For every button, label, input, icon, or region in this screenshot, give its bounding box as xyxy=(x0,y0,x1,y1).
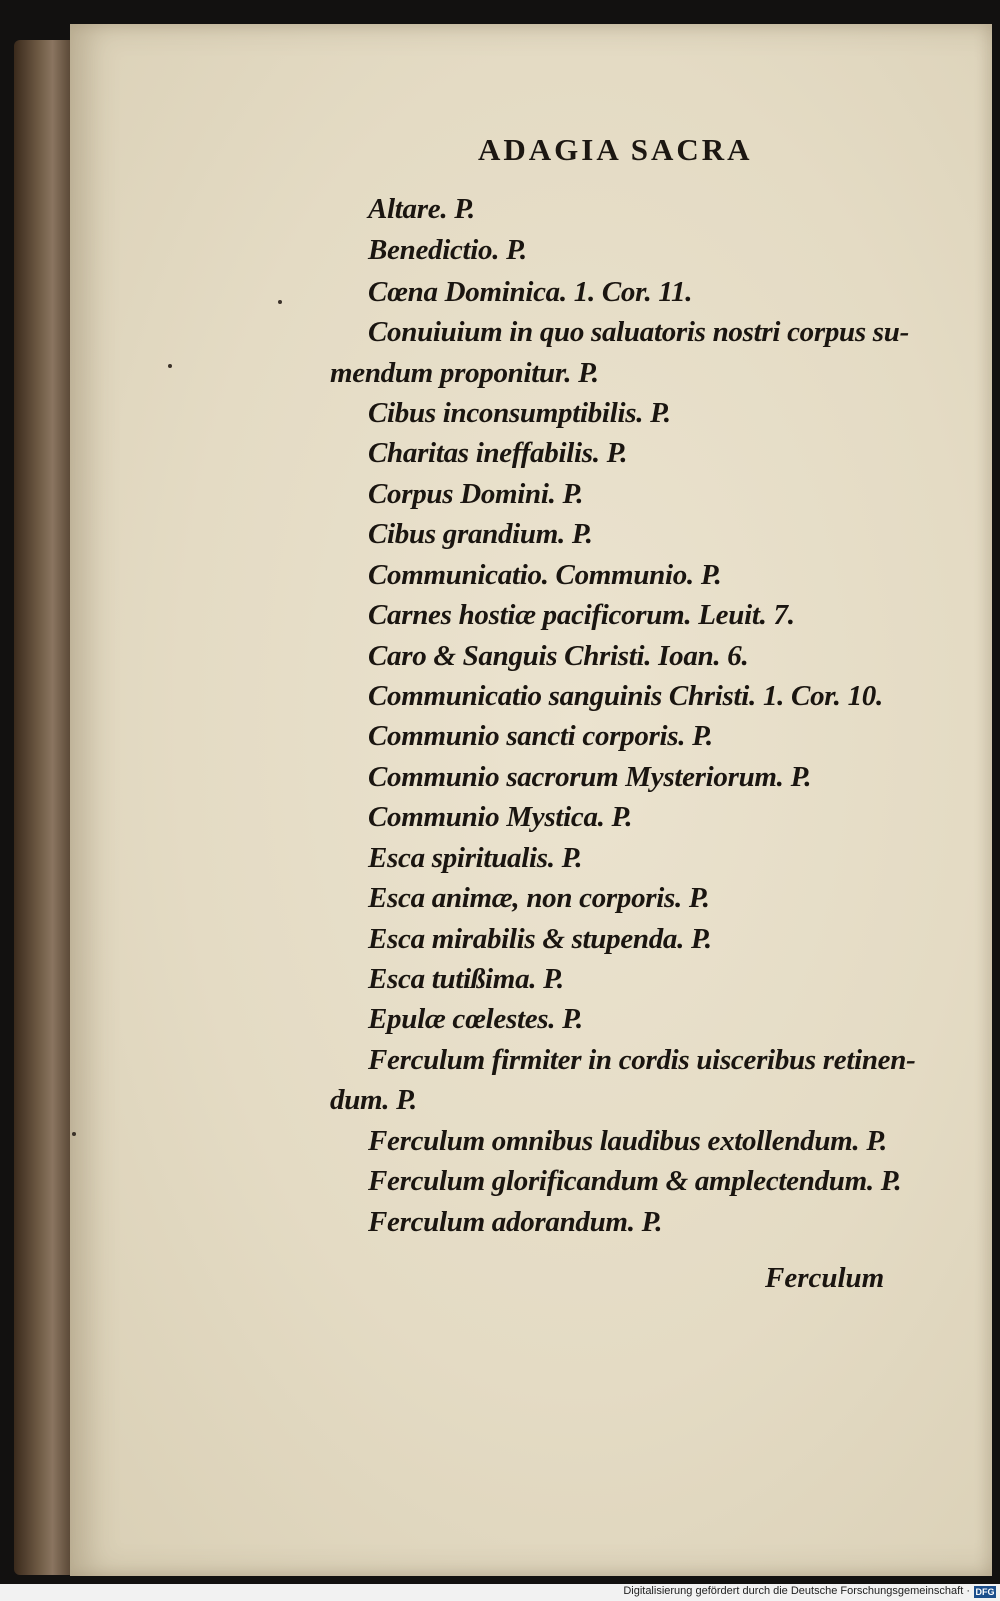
digitization-footer xyxy=(0,1584,1000,1601)
book-page xyxy=(70,24,992,1576)
catchword: Ferculum xyxy=(765,1262,885,1294)
entry-line: Conuiuium in quo saluatoris nostri corpus su- xyxy=(368,316,909,348)
entry-line: Cibus inconsumptibilis. P. xyxy=(368,397,671,429)
entry-line: Communicatio. Communio. P. xyxy=(368,559,722,591)
footer-credit: Digitalisierung gefördert durch die Deutsche Forschungsgemeinschaft · xyxy=(623,1585,970,1597)
entry-line: Communio sancti corporis. P. xyxy=(368,720,713,752)
entry-line: Epulæ cœlestes. P. xyxy=(368,1003,583,1035)
ink-speck xyxy=(168,364,172,368)
entry-line: Communicatio sanguinis Christi. 1. Cor. 10. xyxy=(368,680,883,712)
entry-line: Charitas ineffabilis. P. xyxy=(368,437,628,469)
entry-line: Esca mirabilis & stupenda. P. xyxy=(368,923,712,955)
ink-speck xyxy=(72,1132,76,1136)
entry-line: Esca animæ, non corporis. P. xyxy=(368,882,710,914)
entry-line: dum. P. xyxy=(330,1084,417,1116)
entry-line: mendum proponitur. P. xyxy=(330,357,599,389)
dfg-logo: DFG xyxy=(975,1587,995,1597)
entry-line: Benedictio. P. xyxy=(368,234,527,266)
entry-line: Ferculum firmiter in cordis uisceribus retinen- xyxy=(368,1044,916,1076)
ink-speck xyxy=(278,300,282,304)
running-head: ADAGIA SACRA xyxy=(478,132,753,167)
entry-line: Communio Mystica. P. xyxy=(368,801,633,833)
entry-line: Cibus grandium. P. xyxy=(368,518,593,550)
entry-line: Ferculum adorandum. P. xyxy=(368,1206,663,1238)
entry-line: Ferculum omnibus laudibus extollendum. P. xyxy=(368,1125,887,1157)
entry-line: Altare. P. xyxy=(368,193,475,225)
entry-line: Corpus Domini. P. xyxy=(368,478,584,510)
entry-line: Ferculum glorificandum & amplectendum. P. xyxy=(368,1165,902,1197)
entry-line: Cœna Dominica. 1. Cor. 11. xyxy=(368,276,693,308)
entry-line: Esca spiritualis. P. xyxy=(368,842,583,874)
entry-line: Caro & Sanguis Christi. Ioan. 6. xyxy=(368,640,749,672)
entry-line: Communio sacrorum Mysteriorum. P. xyxy=(368,761,812,793)
entry-line: Carnes hostiæ pacificorum. Leuit. 7. xyxy=(368,599,795,631)
entry-line: Esca tutißima. P. xyxy=(368,963,564,995)
